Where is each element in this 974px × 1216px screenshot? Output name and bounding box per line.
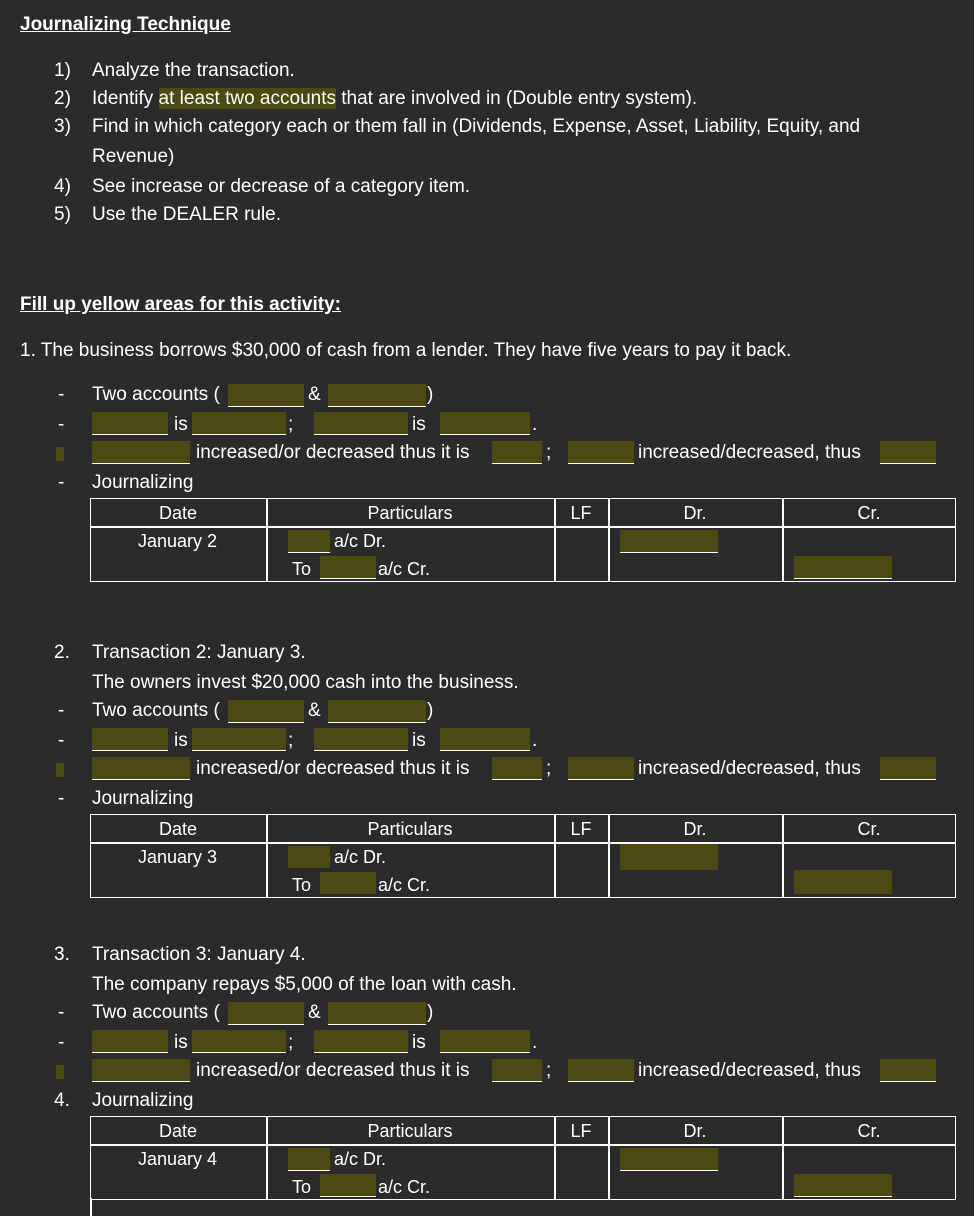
step-num: 5) xyxy=(54,204,71,225)
highlight-marker xyxy=(56,763,64,777)
side-d-blank[interactable] xyxy=(880,757,936,780)
step-2 xyxy=(54,88,698,110)
step-text: See increase or decrease of a category item. xyxy=(92,176,471,197)
semicolon: ; xyxy=(288,730,294,751)
step-text: Analyze the transaction. xyxy=(92,60,295,81)
is-label: is xyxy=(174,730,188,751)
semicolon: ; xyxy=(546,442,552,463)
inc-dec-thus-label: increased/decreased, thus xyxy=(638,442,861,463)
account-1-blank[interactable] xyxy=(228,700,304,723)
debit-account-blank[interactable] xyxy=(288,1148,330,1171)
bullet-dash: - xyxy=(58,1002,65,1023)
two-accounts-label: Two accounts ( xyxy=(92,384,220,405)
col-particulars: Particulars xyxy=(367,1121,453,1141)
col-cr: Cr. xyxy=(857,819,881,839)
bullet-dash: - xyxy=(58,730,65,751)
debit-amount-blank[interactable] xyxy=(620,530,718,553)
inc-dec-thus-label: increased/decreased, thus xyxy=(638,758,861,779)
entry-date: January 4 xyxy=(138,1149,218,1169)
table-divider xyxy=(90,1144,956,1146)
side-d-blank[interactable] xyxy=(880,441,936,464)
credit-amount-blank[interactable] xyxy=(794,1174,892,1197)
account-b-blank[interactable] xyxy=(314,728,408,751)
credit-amount-blank[interactable] xyxy=(794,870,892,894)
semicolon: ; xyxy=(546,1060,552,1081)
step-5 xyxy=(54,204,282,226)
to-label: To xyxy=(292,875,312,895)
bullet-dash: - xyxy=(58,1032,65,1053)
category-a-blank[interactable] xyxy=(192,412,286,435)
category-b-blank[interactable] xyxy=(440,728,530,751)
ac-cr-label: a/c Cr. xyxy=(378,1177,431,1197)
inc-dec-label: increased/or decreased thus it is xyxy=(196,758,470,779)
col-particulars: Particulars xyxy=(367,503,453,523)
credit-account-blank[interactable] xyxy=(320,556,376,579)
credit-account-blank[interactable] xyxy=(320,872,376,894)
ac-dr-label: a/c Dr. xyxy=(334,1149,387,1169)
period: . xyxy=(532,730,538,751)
transaction-3-title: Transaction 3: January 4. xyxy=(92,944,306,965)
account-a-blank[interactable] xyxy=(92,1030,168,1053)
page-title: Journalizing Technique xyxy=(20,14,231,35)
credit-amount-blank[interactable] xyxy=(794,556,892,579)
ampersand: & xyxy=(308,384,321,405)
transaction-3-desc: The company repays $5,000 of the loan with cash. xyxy=(92,974,517,995)
transaction-2-title: Transaction 2: January 3. xyxy=(92,642,306,663)
category-a-blank[interactable] xyxy=(192,1030,286,1053)
col-cr: Cr. xyxy=(857,503,881,523)
debit-account-blank[interactable] xyxy=(288,530,330,553)
table-divider xyxy=(90,842,956,844)
step-text: Find in which category each or them fall in (Dividends, Expense, Asset, Liability, Equity, and xyxy=(92,116,861,137)
inc-dec-thus-label: increased/decreased, thus xyxy=(638,1060,861,1081)
account-a-blank[interactable] xyxy=(92,728,168,751)
account-d-blank[interactable] xyxy=(568,441,634,464)
account-c-blank[interactable] xyxy=(92,757,190,780)
side-c-blank[interactable] xyxy=(492,757,542,780)
side-c-blank[interactable] xyxy=(492,441,542,464)
account-a-blank[interactable] xyxy=(92,412,168,435)
side-d-blank[interactable] xyxy=(880,1059,936,1082)
bullet-dash: - xyxy=(58,414,65,435)
col-date: Date xyxy=(158,1121,198,1141)
journalizing-label: Journalizing xyxy=(92,472,194,493)
account-c-blank[interactable] xyxy=(92,441,190,464)
ac-dr-label: a/c Dr. xyxy=(334,847,387,867)
col-date: Date xyxy=(158,503,198,523)
close-paren: ) xyxy=(427,700,434,721)
account-b-blank[interactable] xyxy=(314,1030,408,1053)
period: . xyxy=(532,1032,538,1053)
highlight-marker xyxy=(56,1065,64,1079)
category-b-blank[interactable] xyxy=(440,412,530,435)
journalizing-label: Journalizing xyxy=(92,1090,194,1111)
step-text: Identify xyxy=(92,88,159,109)
bullet-dash: - xyxy=(58,788,65,809)
bullet-dash: - xyxy=(58,472,65,493)
step-num: 2) xyxy=(54,88,71,109)
col-dr: Dr. xyxy=(683,1121,707,1141)
highlight-marker xyxy=(56,447,64,461)
period: . xyxy=(532,414,538,435)
account-b-blank[interactable] xyxy=(314,412,408,435)
account-d-blank[interactable] xyxy=(568,757,634,780)
ampersand: & xyxy=(308,700,321,721)
col-dr: Dr. xyxy=(683,819,707,839)
bullet-dash: - xyxy=(58,384,65,405)
debit-amount-blank[interactable] xyxy=(620,844,718,870)
is-label: is xyxy=(174,1032,188,1053)
account-2-blank[interactable] xyxy=(328,384,426,407)
account-1-blank[interactable] xyxy=(228,1002,304,1025)
is-label: is xyxy=(412,730,426,751)
col-particulars: Particulars xyxy=(367,819,453,839)
step-num: 3) xyxy=(54,116,71,137)
close-paren: ) xyxy=(427,1002,434,1023)
semicolon: ; xyxy=(546,758,552,779)
credit-account-blank[interactable] xyxy=(320,1174,376,1197)
ac-cr-label: a/c Cr. xyxy=(378,875,431,895)
step-num: 1) xyxy=(54,60,71,81)
account-1-blank[interactable] xyxy=(228,384,304,407)
is-label: is xyxy=(412,1032,426,1053)
account-2-blank[interactable] xyxy=(328,700,426,723)
step-4 xyxy=(54,176,471,198)
bullet-dash: - xyxy=(58,700,65,721)
journalizing-label: Journalizing xyxy=(92,788,194,809)
step-3-cont: Revenue) xyxy=(92,146,175,167)
transaction-2-num: 2. xyxy=(54,642,70,663)
transaction-2-desc: The owners invest $20,000 cash into the business. xyxy=(92,672,519,693)
account-c-blank[interactable] xyxy=(92,1059,190,1082)
col-dr: Dr. xyxy=(683,503,707,523)
is-label: is xyxy=(412,414,426,435)
transaction-3-num: 3. xyxy=(54,944,70,965)
account-2-blank[interactable] xyxy=(328,1002,426,1025)
transaction-1-title: 1. The business borrows $30,000 of cash from a lender. They have five years to pay it back. xyxy=(20,340,792,361)
step-text: Use the DEALER rule. xyxy=(92,204,282,225)
is-label: is xyxy=(174,414,188,435)
debit-account-blank[interactable] xyxy=(288,846,330,868)
to-label: To xyxy=(292,559,312,579)
entry-date: January 3 xyxy=(138,847,218,867)
ac-cr-label: a/c Cr. xyxy=(378,559,431,579)
inc-dec-label: increased/or decreased thus it is xyxy=(196,1060,470,1081)
to-label: To xyxy=(292,1177,312,1197)
col-cr: Cr. xyxy=(857,1121,881,1141)
two-accounts-label: Two accounts ( xyxy=(92,1002,220,1023)
entry-date: January 2 xyxy=(138,531,218,551)
col-lf: LF xyxy=(570,503,592,523)
step-highlight: at least two accounts xyxy=(158,88,336,109)
activity-title: Fill up yellow areas for this activity: xyxy=(20,294,341,315)
category-a-blank[interactable] xyxy=(192,728,286,751)
semicolon: ; xyxy=(288,414,294,435)
step-num: 4) xyxy=(54,176,71,197)
side-c-blank[interactable] xyxy=(492,1059,542,1082)
col-lf: LF xyxy=(570,1121,592,1141)
ac-dr-label: a/c Dr. xyxy=(334,531,387,551)
journalizing-num: 4. xyxy=(54,1090,70,1111)
table-divider xyxy=(90,526,956,528)
inc-dec-label: increased/or decreased thus it is xyxy=(196,442,470,463)
col-date: Date xyxy=(158,819,198,839)
category-b-blank[interactable] xyxy=(440,1030,530,1053)
table-divider xyxy=(90,1198,92,1216)
account-d-blank[interactable] xyxy=(568,1059,634,1082)
ampersand: & xyxy=(308,1002,321,1023)
two-accounts-label: Two accounts ( xyxy=(92,700,220,721)
step-text: that are involved in (Double entry system). xyxy=(335,88,698,109)
close-paren: ) xyxy=(427,384,434,405)
step-3 xyxy=(54,116,861,138)
col-lf: LF xyxy=(570,819,592,839)
debit-amount-blank[interactable] xyxy=(620,1148,718,1171)
semicolon: ; xyxy=(288,1032,294,1053)
step-1 xyxy=(54,60,295,82)
